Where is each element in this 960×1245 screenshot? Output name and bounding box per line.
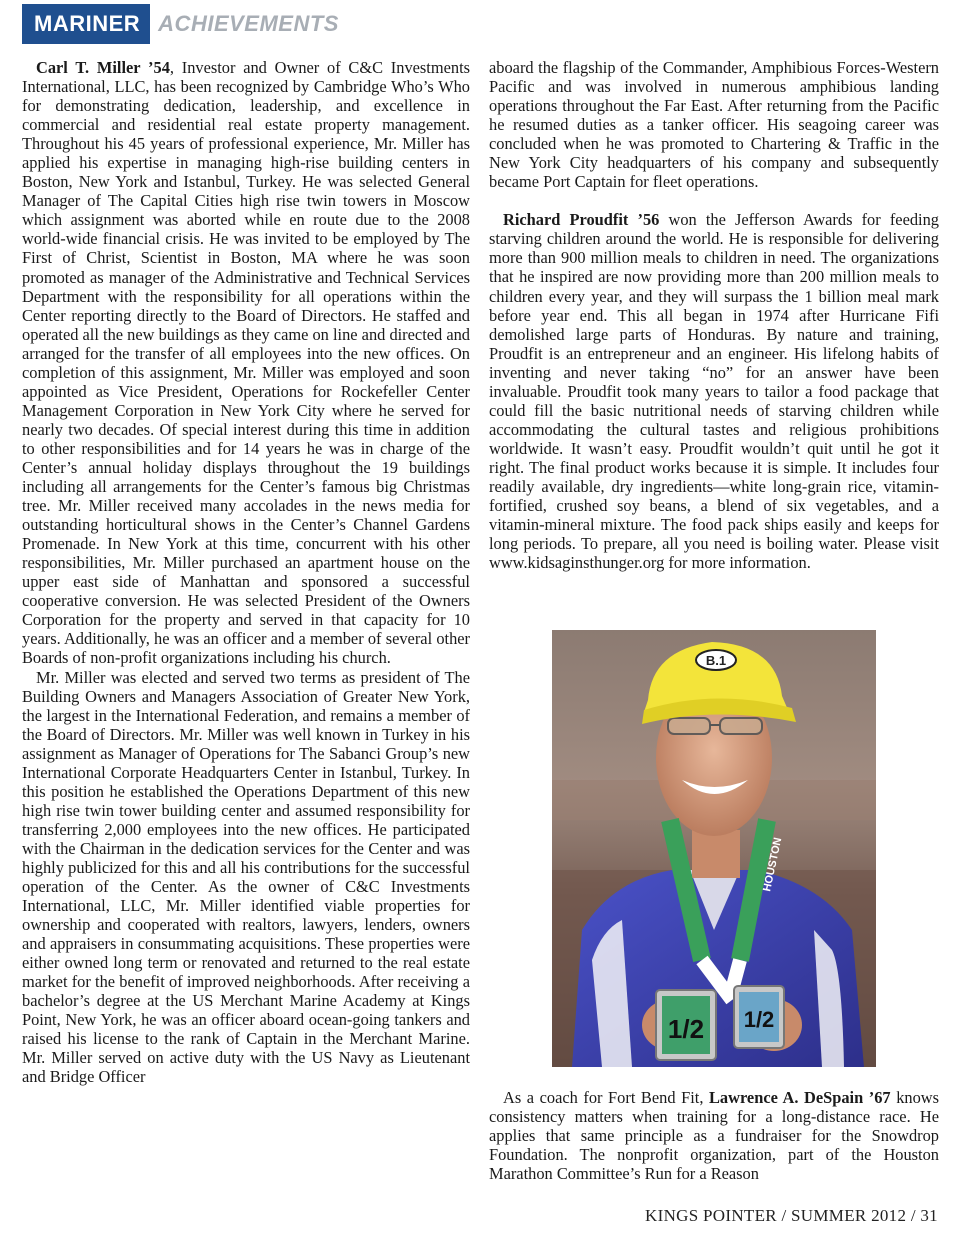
miller-name: Carl T. Miller ’54 (36, 58, 170, 77)
despain-paragraph (489, 1088, 939, 1183)
despain-intro: As a coach for Fort Bend Fit, (503, 1088, 709, 1107)
left-column (22, 58, 470, 1087)
miller-text-1: , Investor and Owner of C&C Investments International, LLC, has been recognized by Cambridge Who’s Who for demonstrating dedication, leadership, and excellence in commercial and residential real estate property management. Throughout his 45 years of professional experience, Mr. Miller has applied his expertise in managing high-rise building centers in Boston, New York and Istanbul, Turkey. He was selected General Manager of The Capital Cities high rise twin towers in Moscow which assignment was aborted while en route due to the 2008 world-wide financial crisis. He was invited to be employed by The First of Christ, Scientist in Boston, MA where he was soon promoted as manager of the Administrative and Technical Services Department with the responsibility for all operations within the Center reporting directly to the Board of Directors. He staffed and operated all the new buildings as they came on line and directed and arranged for the transfer of all employees into the new offices. On completion of this assignment, Mr. Miller was employed and soon appointed as Vice President, Operations for Rockefeller Center Management Corporation in New York City where he served for nearly two decades. Of special interest during this time in addition to other responsibilities and for 14 years he was in charge of the Center’s annual holiday displays throughout the 19 buildings including all arrangements for the Center’s famous big Christmas tree. Mr. Miller received many accolades in the news media for outstanding horticultural shows in the Center’s Channel Gardens Promenade. In New York at this time, concurrent with his other responsibilities, Mr. Miller purchased an apartment house on the upper east side of Manhattan and sponsored a successful cooperative conversion. He was selected President of the Owners Corporation for the property and served in that capacity for 10 years. Additionally, he was an officer and a member of several other Boards of non-profit organizations including his church. (22, 58, 470, 668)
ribbon-text: HOUSTON (761, 836, 785, 893)
proudfit-name: Richard Proudfit ’56 (503, 210, 660, 230)
medal-right-text: 1/2 (743, 1007, 775, 1032)
miller-paragraph-3: aboard the flagship of the Commander, Amphibious Forces-Western Pacific and was involved in numerous amphibious landing operations throughout the Far East. After returning from the Pacific he resumed duties as a tanker officer. His seagoing career was concluded when he was promoted to Chartering & Traffic in the New York City headquarters of his company and subsequently became Port Captain for fleet operations. (489, 58, 939, 192)
section-title: ACHIEVEMENTS (158, 11, 339, 36)
despain-name: Lawrence A. DeSpain ’67 (708, 1088, 891, 1107)
proudfit-paragraph (489, 210, 939, 572)
miller-paragraph-2: Mr. Miller was elected and served two terms as president of The Building Owners and Managers Association of Greater New York, the largest in the International Federation, and remains a member of the Board of Directors. Mr. Miller was well known in Turkey in his assignment as Manager of Operations for The Sabanci Group’s new International Corporate Headquarters Center in Istanbul, Turkey. In this position he established the Operations Department of this new high rise twin tower building center and assumed responsibility for transferring 2,000 employees into the new offices. He participated with the Chairman in the dedication services for the Center and was highly publicized for this and all his contributions for the successful operation of the Center. As the owner of C&C Investments International, LLC, Mr. Miller identified viable properties for ownership and cooperated with realtors, lawyers, lenders, owners and appraisers in consummating acquisitions. These properties were either owned long term or renovated and returned to the real estate market for the benefit of improved neighborhoods. After receiving a bachelor’s degree at the US Merchant Marine Academy at Kings Point, New York, he was an officer aboard ocean-going tankers and raised his license to the rank of Captain in the Merchant Marine. Mr. Miller served on active duty with the US Navy as Lieutenant and Bridge Officer (22, 667, 470, 1087)
medal-left-text: 1/2 (667, 1014, 705, 1044)
right-column (489, 58, 939, 572)
page-footer: KINGS POINTER / SUMMER 2012 / 31 (645, 1206, 938, 1225)
proudfit-text: won the Jefferson Awards for feeding starving children around the world. He is responsible for delivering more than 900 million meals to children in need. The organizations that he inspired are now providing more than 200 million meals to children every year, and they will surpass the 1 billion meal mark before year end. This all began in 1974 after Hurricane Fifi demolished large parts of Honduras. By nature and training, Proudfit is an entrepreneur and an engineer. His lifelong habits of inventing and never taking “no” for an answer have been invaluable. Proudfit took many years to tailor a food package that could fill the basic nutritional needs of starving children while accommodating the cultural tastes and religious prohibitions worldwide. It wasn’t easy. Proudfit wouldn’t quit until he got it right. The final product works because it is simple. It includes four readily available, dry ingredients—white long-grain rice, vitamin-fortified, crushed soy beans, a blend of six vegetables, and a vitamin-mineral mixture. The food pack ships easily and keeps for long periods. To prepare, all you need is boiling water. Please visit www.kidsaginsthunger.org for more information. (489, 210, 939, 573)
despain-block (489, 1088, 939, 1183)
cap-logo-text: B.1 (705, 653, 727, 668)
despain-text: knows consistency matters when training for a long-distance race. He applies that same principle as a fundraiser for the Snowdrop Foundation. The nonprofit organization, part of the Houston Marathon Committee’s Run for a Reason (489, 1088, 940, 1184)
page-header (22, 4, 339, 44)
despain-photo (552, 630, 876, 1067)
miller-paragraph-1 (22, 58, 470, 668)
mariner-tag: MARINER (22, 4, 150, 44)
